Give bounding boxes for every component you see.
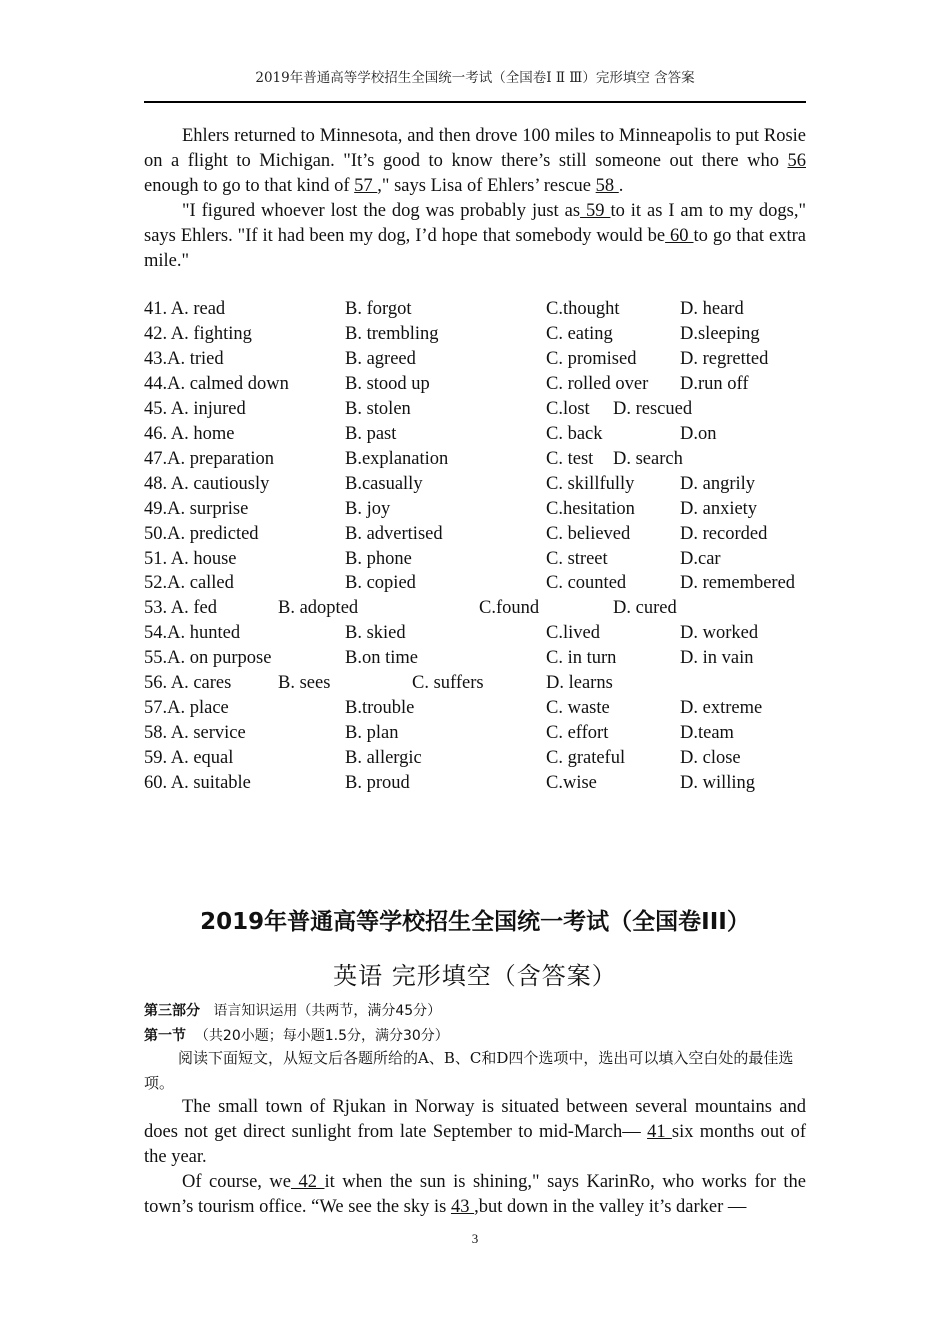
option-row — [144, 673, 824, 698]
option-choice: C.lived — [546, 623, 600, 644]
option-choice: C. rolled over — [546, 373, 649, 394]
option-choice: D. learns — [546, 673, 613, 694]
option-choice: D. heard — [680, 299, 744, 319]
section-3-text: 语言知识运用（共两节，满分45分） — [213, 1003, 442, 1019]
option-choice: C.wise — [546, 773, 597, 794]
section-1-label: 第一节 — [144, 1028, 186, 1044]
option-choice: D.sleeping — [680, 323, 760, 344]
option-choice: 51. A. house — [144, 548, 237, 569]
text: ," says Lisa of Ehlers’ rescue — [377, 176, 596, 196]
option-choice: 50.A. predicted — [144, 523, 259, 544]
option-row — [144, 449, 824, 474]
option-choice: D. in vain — [680, 648, 754, 669]
option-choice: B.casually — [345, 473, 423, 494]
option-choice: 47.A. preparation — [144, 448, 274, 469]
option-choice: B.explanation — [345, 448, 449, 469]
option-choice: 52.A. called — [144, 573, 234, 594]
option-choice: D.car — [680, 548, 721, 569]
option-choice: D.on — [680, 423, 717, 444]
option-choice: C. counted — [546, 573, 627, 594]
option-row — [144, 474, 824, 499]
option-row — [144, 524, 824, 549]
option-row — [144, 573, 824, 598]
passage2-paragraph-2 — [144, 1170, 806, 1220]
option-choice: 44.A. calmed down — [144, 373, 289, 394]
blank-43: 43 — [450, 1197, 475, 1217]
option-row — [144, 499, 824, 524]
option-choice: D.run off — [680, 373, 749, 394]
option-choice: D. search — [613, 448, 683, 469]
option-row — [144, 773, 824, 798]
option-choice: C. suffers — [412, 673, 484, 694]
option-row — [144, 549, 824, 574]
option-choice: 55.A. on purpose — [144, 648, 272, 669]
option-choice: 56. A. cares — [144, 673, 232, 694]
option-choice: C.hesitation — [546, 498, 635, 519]
option-choice: C.found — [479, 598, 540, 619]
option-choice: 58. A. service — [144, 723, 246, 744]
text: Of course, we — [182, 1172, 291, 1192]
option-choice: B. skied — [345, 623, 406, 644]
text: to it as I am to my dogs," says Ehlers. "If it had been my dog, I’d hope that somebody would be — [144, 201, 807, 246]
option-choice: 57.A. place — [144, 698, 229, 719]
option-choice: C. in turn — [546, 648, 617, 669]
option-choice: D. close — [680, 748, 741, 769]
text: Ehlers returned to Minnesota, and then drove 100 miles to Minneapolis to put Rosie on a flight to Michigan. "It’s good to know there’s still someone out there who — [144, 126, 806, 171]
option-choice: 54.A. hunted — [144, 623, 241, 644]
option-choice: B. trembling — [345, 323, 439, 344]
exam-title: 2019年普通高等学校招生全国统一考试（全国卷III） — [200, 909, 750, 935]
header-rule — [144, 101, 806, 103]
option-choice: B. adopted — [278, 598, 359, 619]
option-choice: C. street — [546, 548, 608, 569]
option-choice: B. phone — [345, 548, 412, 569]
page-number: 3 — [471, 1231, 479, 1246]
option-choice: D. worked — [680, 623, 759, 644]
option-choice: B. past — [345, 423, 397, 444]
option-choice: C. grateful — [546, 748, 626, 769]
option-row — [144, 299, 824, 324]
option-choice: C. test — [546, 448, 594, 469]
text: to go that extra mile." — [144, 226, 806, 271]
option-choice: B. agreed — [345, 348, 416, 369]
option-choice: B. copied — [345, 573, 416, 594]
blank-42: 42 — [291, 1172, 325, 1192]
option-row — [144, 324, 824, 349]
option-choice: D. cured — [613, 598, 677, 619]
text: enough to go to that kind of — [144, 176, 355, 196]
option-choice: B. joy — [345, 498, 391, 519]
text: six months out of the year. — [144, 1122, 806, 1167]
option-row — [144, 374, 824, 399]
option-choice: B. plan — [345, 723, 399, 744]
text: ,but down in the valley it’s darker — — [474, 1197, 747, 1217]
option-choice: C. believed — [546, 523, 631, 544]
option-choice: B. advertised — [345, 523, 443, 544]
option-choice: D. extreme — [680, 698, 763, 719]
option-choice: C. effort — [546, 723, 609, 744]
option-choice: C. promised — [546, 348, 637, 369]
option-choice: 59. A. equal — [144, 748, 234, 769]
option-row — [144, 424, 824, 449]
option-choice: 43.A. tried — [144, 348, 224, 369]
option-choice: B. stolen — [345, 398, 411, 419]
option-choice: D. rescued — [613, 398, 693, 419]
option-choice: B.trouble — [345, 698, 415, 719]
blank-41: 41 — [647, 1122, 672, 1142]
option-choice: B.on time — [345, 648, 418, 669]
option-choice: C. waste — [546, 698, 610, 719]
option-choice: C. back — [546, 423, 603, 444]
option-choice: B. sees — [278, 673, 331, 694]
option-row — [144, 723, 824, 748]
option-choice: 53. A. fed — [144, 598, 217, 619]
option-choice: D. regretted — [680, 348, 769, 369]
option-choice: C. eating — [546, 323, 613, 344]
exam-subtitle: 英语 完形填空（含答案） — [333, 962, 617, 990]
option-row — [144, 748, 824, 773]
section-1-heading — [144, 1025, 449, 1045]
option-row — [144, 648, 824, 673]
blank-58: 58 — [595, 176, 619, 196]
option-choice: D. anxiety — [680, 498, 758, 519]
passage1-paragraph-2 — [144, 199, 806, 274]
text: The small town of Rjukan in Norway is situated between several mountains and does not get direct sunlight from late September to mid-March— — [144, 1097, 806, 1142]
blank-57: 57 — [354, 176, 378, 196]
option-row — [144, 598, 824, 623]
option-choice: C. skillfully — [546, 473, 635, 494]
option-choice: 60. A. suitable — [144, 773, 251, 794]
option-choice: 49.A. surprise — [144, 498, 249, 519]
option-row — [144, 349, 824, 374]
option-row — [144, 623, 824, 648]
option-choice: 46. A. home — [144, 423, 235, 444]
passage1-paragraph-1 — [144, 124, 806, 199]
text: it when the sun is shining," says KarinRo, who works for the town’s tourism office. “We see the sky is — [144, 1172, 807, 1217]
option-choice: D. recorded — [680, 523, 768, 544]
text: . — [618, 176, 624, 196]
section-3-heading — [144, 1000, 441, 1020]
option-choice: 42. A. fighting — [144, 323, 252, 344]
text: "I figured whoever lost the dog was probably just as — [182, 201, 581, 221]
option-choice: 41. A. read — [144, 299, 226, 319]
blank-56: 56 — [787, 151, 806, 171]
option-choice: B. proud — [345, 773, 410, 794]
option-row — [144, 399, 824, 424]
option-row — [144, 698, 824, 723]
option-choice: 45. A. injured — [144, 398, 246, 419]
option-choice: D. remembered — [680, 573, 796, 594]
section-3-label: 第三部分 — [144, 1003, 200, 1019]
passage2-paragraph-1 — [144, 1095, 806, 1170]
section-1-text: （共20小题；每小题1.5分，满分30分） — [194, 1028, 449, 1044]
blank-60: 60 — [665, 226, 694, 246]
option-choice: C.thought — [546, 299, 620, 319]
option-choice: D. angrily — [680, 473, 756, 494]
option-choice: B. stood up — [345, 373, 430, 394]
option-choice: D. willing — [680, 773, 756, 794]
page-header: 2019年普通高等学校招生全国统一考试（全国卷Ⅰ Ⅱ Ⅲ）完形填空 含答案 — [255, 70, 695, 86]
option-choice: 48. A. cautiously — [144, 473, 270, 494]
option-choice: B. allergic — [345, 748, 422, 769]
instruction: 阅读下面短文，从短文后各题所给的A、B、C和D四个选项中，选出可以填入空白处的最佳选项。 — [144, 1049, 794, 1092]
option-choice: C.lost — [546, 398, 590, 419]
blank-59: 59 — [580, 201, 611, 221]
option-choice: D.team — [680, 723, 734, 744]
option-choice: B. forgot — [345, 299, 412, 319]
